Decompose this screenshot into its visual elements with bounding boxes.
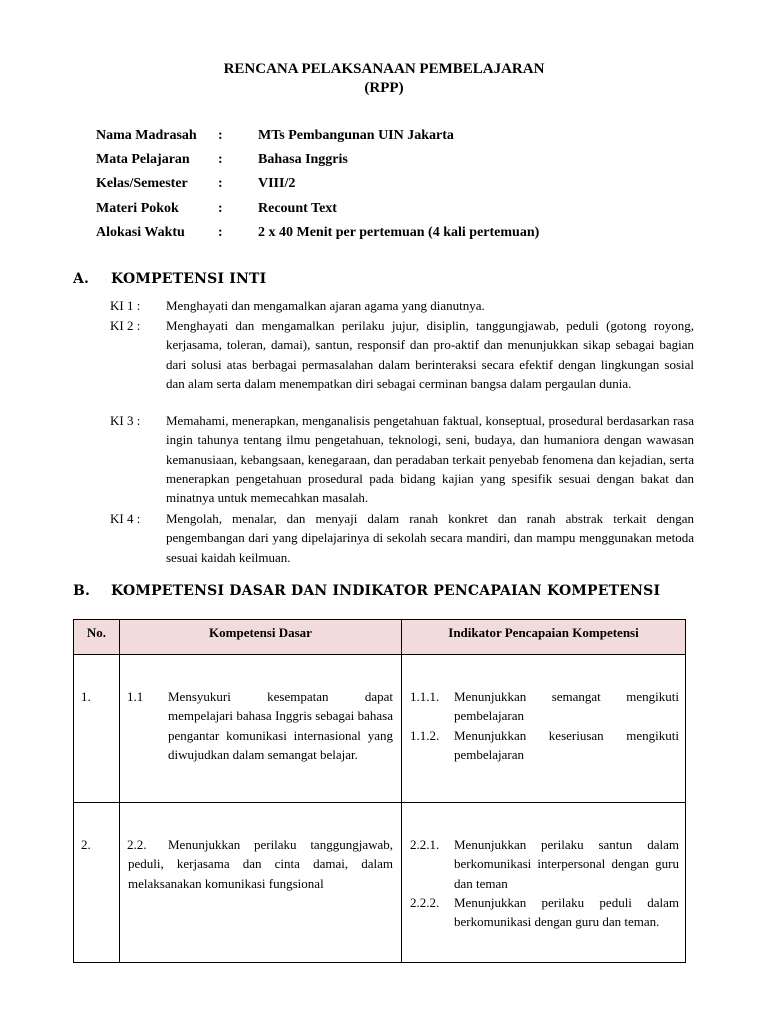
table-header-row — [74, 620, 686, 655]
info-label: Alokasi Waktu — [96, 225, 185, 240]
ki-text: Menghayati dan mengamalkan ajaran agama yang dianutnya. — [166, 298, 485, 313]
indicator-number: 1.1.2. — [410, 727, 440, 743]
ki-code: KI 1 : — [110, 298, 141, 313]
document-title: RENCANA PELAKSANAAN PEMBELAJARAN — [223, 61, 545, 77]
indicator-item — [402, 893, 685, 932]
indicator-number: 2.2.2. — [410, 894, 440, 910]
ki-text: Mengolah, menalar, dan menyaji dalam ranah konkret dan ranah abstrak terkait dengan pengembangan dari yang dipelajarinya di sekolah secara mandiri, dan mampu menggunakan metoda sesuai kaidah keilmuan. — [166, 511, 694, 565]
section-title: KOMPETENSI DASAR DAN INDIKATOR PENCAPAIAN KOMPETENSI — [111, 583, 661, 599]
indicator-text: Menunjukkan perilaku peduli dalam berkomunikasi dengan guru dan teman. — [454, 894, 679, 930]
indicator-text: Menunjukkan semangat mengikuti pembelajaran — [454, 689, 679, 724]
ki-code: KI 3 : — [110, 413, 141, 428]
indicator-number: 2.2.1. — [410, 837, 440, 852]
indicator-item — [402, 726, 685, 765]
info-colon: : — [218, 201, 223, 216]
header-no: No. — [74, 620, 120, 655]
info-colon: : — [218, 128, 223, 143]
indicator-text: Menunjukkan keseriusan mengikuti pembelajaran — [454, 727, 679, 762]
row-kd — [120, 803, 402, 963]
row-indicators — [402, 803, 686, 963]
document-subtitle: (RPP) — [364, 80, 404, 96]
kd-table — [73, 619, 686, 963]
info-value: MTs Pembangunan UIN Jakarta — [258, 128, 454, 143]
section-letter: A. — [73, 271, 90, 287]
indicator-item — [402, 835, 685, 893]
indicator-number: 1.1.1. — [410, 689, 440, 704]
row-no: 2. — [74, 803, 120, 963]
row-no: 1. — [74, 655, 120, 803]
indicator-item — [402, 687, 685, 726]
info-colon: : — [218, 176, 223, 191]
info-colon: : — [218, 225, 223, 240]
info-label: Mata Pelajaran — [96, 152, 190, 167]
kd-number: 1.1 — [127, 689, 144, 704]
info-value: 2 x 40 Menit per pertemuan (4 kali pertemuan) — [258, 225, 540, 240]
table-row — [74, 655, 686, 803]
info-label: Materi Pokok — [96, 201, 179, 216]
info-label: Kelas/Semester — [96, 176, 188, 191]
ki-text: Memahami, menerapkan, menganalisis pengetahuan faktual, konseptual, prosedural berdasarkan rasa ingin tahunya tentang ilmu pengetahuan, teknologi, seni, budaya, dan humaniora dengan wawasan kemanusiaan, kebangsaan, kenegaraan, dan peradaban terkait penyebab fenomena dan kejadian, serta menerapkan pengetahuan prosedural pada bidang kajian yang spesifik sesuai dengan bakat dan minatnya untuk memecahkan masalah. — [166, 413, 694, 506]
section-title: KOMPETENSI INTI — [111, 271, 267, 287]
row-indicators — [402, 655, 686, 803]
kd-text: Menunjukkan perilaku tanggungjawab, peduli, kerjasama dan cinta damai, dalam melaksanakan komunikasi fungsional — [128, 837, 393, 891]
kd-number: 2.2. — [127, 837, 147, 852]
info-value: Recount Text — [258, 201, 337, 216]
header-indicator: Indikator Pencapaian Kompetensi — [402, 620, 686, 655]
info-value: VIII/2 — [258, 176, 296, 191]
info-label: Nama Madrasah — [96, 128, 197, 143]
ki-code: KI 4 : — [110, 511, 141, 526]
row-kd — [120, 655, 402, 803]
header-kd: Kompetensi Dasar — [120, 620, 402, 655]
info-value: Bahasa Inggris — [258, 152, 348, 167]
info-colon: : — [218, 152, 223, 167]
ki-code: KI 2 : — [110, 318, 141, 333]
section-letter: B. — [73, 583, 91, 599]
table-row — [74, 803, 686, 963]
kd-text: Mensyukuri kesempatan dapat mempelajari bahasa Inggris sebagai bahasa pengantar komunikasi internasional yang diwujudkan dalam semangat belajar. — [168, 689, 393, 762]
ki-text: Menghayati dan mengamalkan perilaku jujur, disiplin, tanggungjawab, peduli (gotong royong, kerjasama, toleran, damai), santun, responsif dan pro-aktif dan menunjukkan sikap sebagai bagian dari solusi atas berbagai permasalahan dalam berinteraksi secara efektif dengan lingkungan sosial dan alam serta dalam menempatkan diri sebagai cerminan bangsa dalam pergaulan dunia. — [166, 318, 694, 391]
indicator-text: Menunjukkan perilaku santun dalam berkomunikasi interpersonal dengan guru dan teman — [454, 837, 679, 891]
